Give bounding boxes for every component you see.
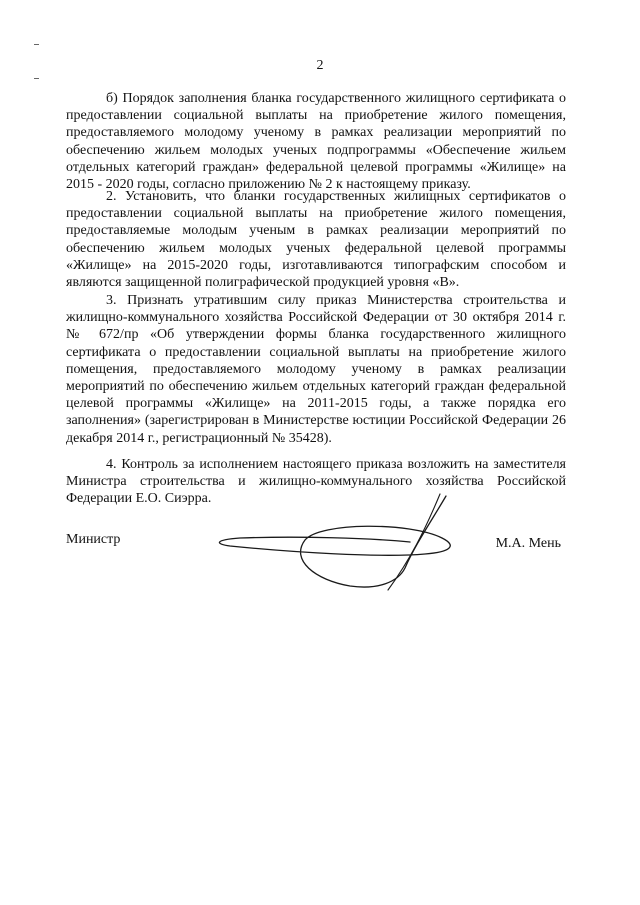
signatory-title: Министр [66,532,121,547]
scan-margin-mark [34,78,39,79]
paragraph-3 [66,292,566,447]
paragraph-b [66,90,566,193]
paragraph-b-text: б) Порядок заполнения бланка государственного жилищного сертификата о предоставлении социальной выплаты на приобретение жилого помещения, предоставляемого молодому ученому в рамках реализации мероприятий по обеспечению жильем молодых ученых подпрограммы «Обеспечение жильем отдельных категорий граждан» федеральной целевой программы «Жилище» на 2015 - 2020 годы, согласно приложению № 2 к настоящему приказу. [66,91,566,193]
paragraph-4-text: 4. Контроль за исполнением настоящего приказа возложить на заместителя Министра строительства и жилищно-коммунального хозяйства Российской Федерации Е.О. Сиэрра. [66,457,566,507]
signatory-name: М.А. Мень [495,536,561,551]
paragraph-2-text: 2. Установить, что бланки государственных жилищных сертификатов о предоставлении социальной выплаты на приобретение жилого помещения, предоставляемые молодым ученым в рамках реализации мероприятий по обеспечению жильем молодых ученых федеральной целевой программы «Жилище» на 2015-2020 годы, изготавливаются типографским способом и являются защищенной полиграфической продукцией уровня «В». [66,189,566,291]
paragraph-2 [66,188,566,291]
page-number: 2 [316,58,324,73]
scan-margin-mark [34,44,39,45]
paragraph-3-text: 3. Признать утратившим силу приказ Министерства строительства и жилищно-коммунального хозяйства Российской Федерации от 30 октября 2014 г. № 672/пр «Об утверждении формы бланка государственного жилищного сертификата о предоставлении социальной выплаты на приобретение жилого помещения, предоставляемого молодому ученому в рамках реализации мероприятий по обеспечению жильем отдельных категорий граждан федеральной целевой программы «Жилище» на 2011-2015 годы, а также порядка его заполнения» (зарегистрирован в Министерстве юстиции Российской Федерации 26 декабря 2014 г., регистрационный № 35428). [66,293,566,446]
signature-block [0,530,640,590]
handwritten-signature [210,490,490,600]
